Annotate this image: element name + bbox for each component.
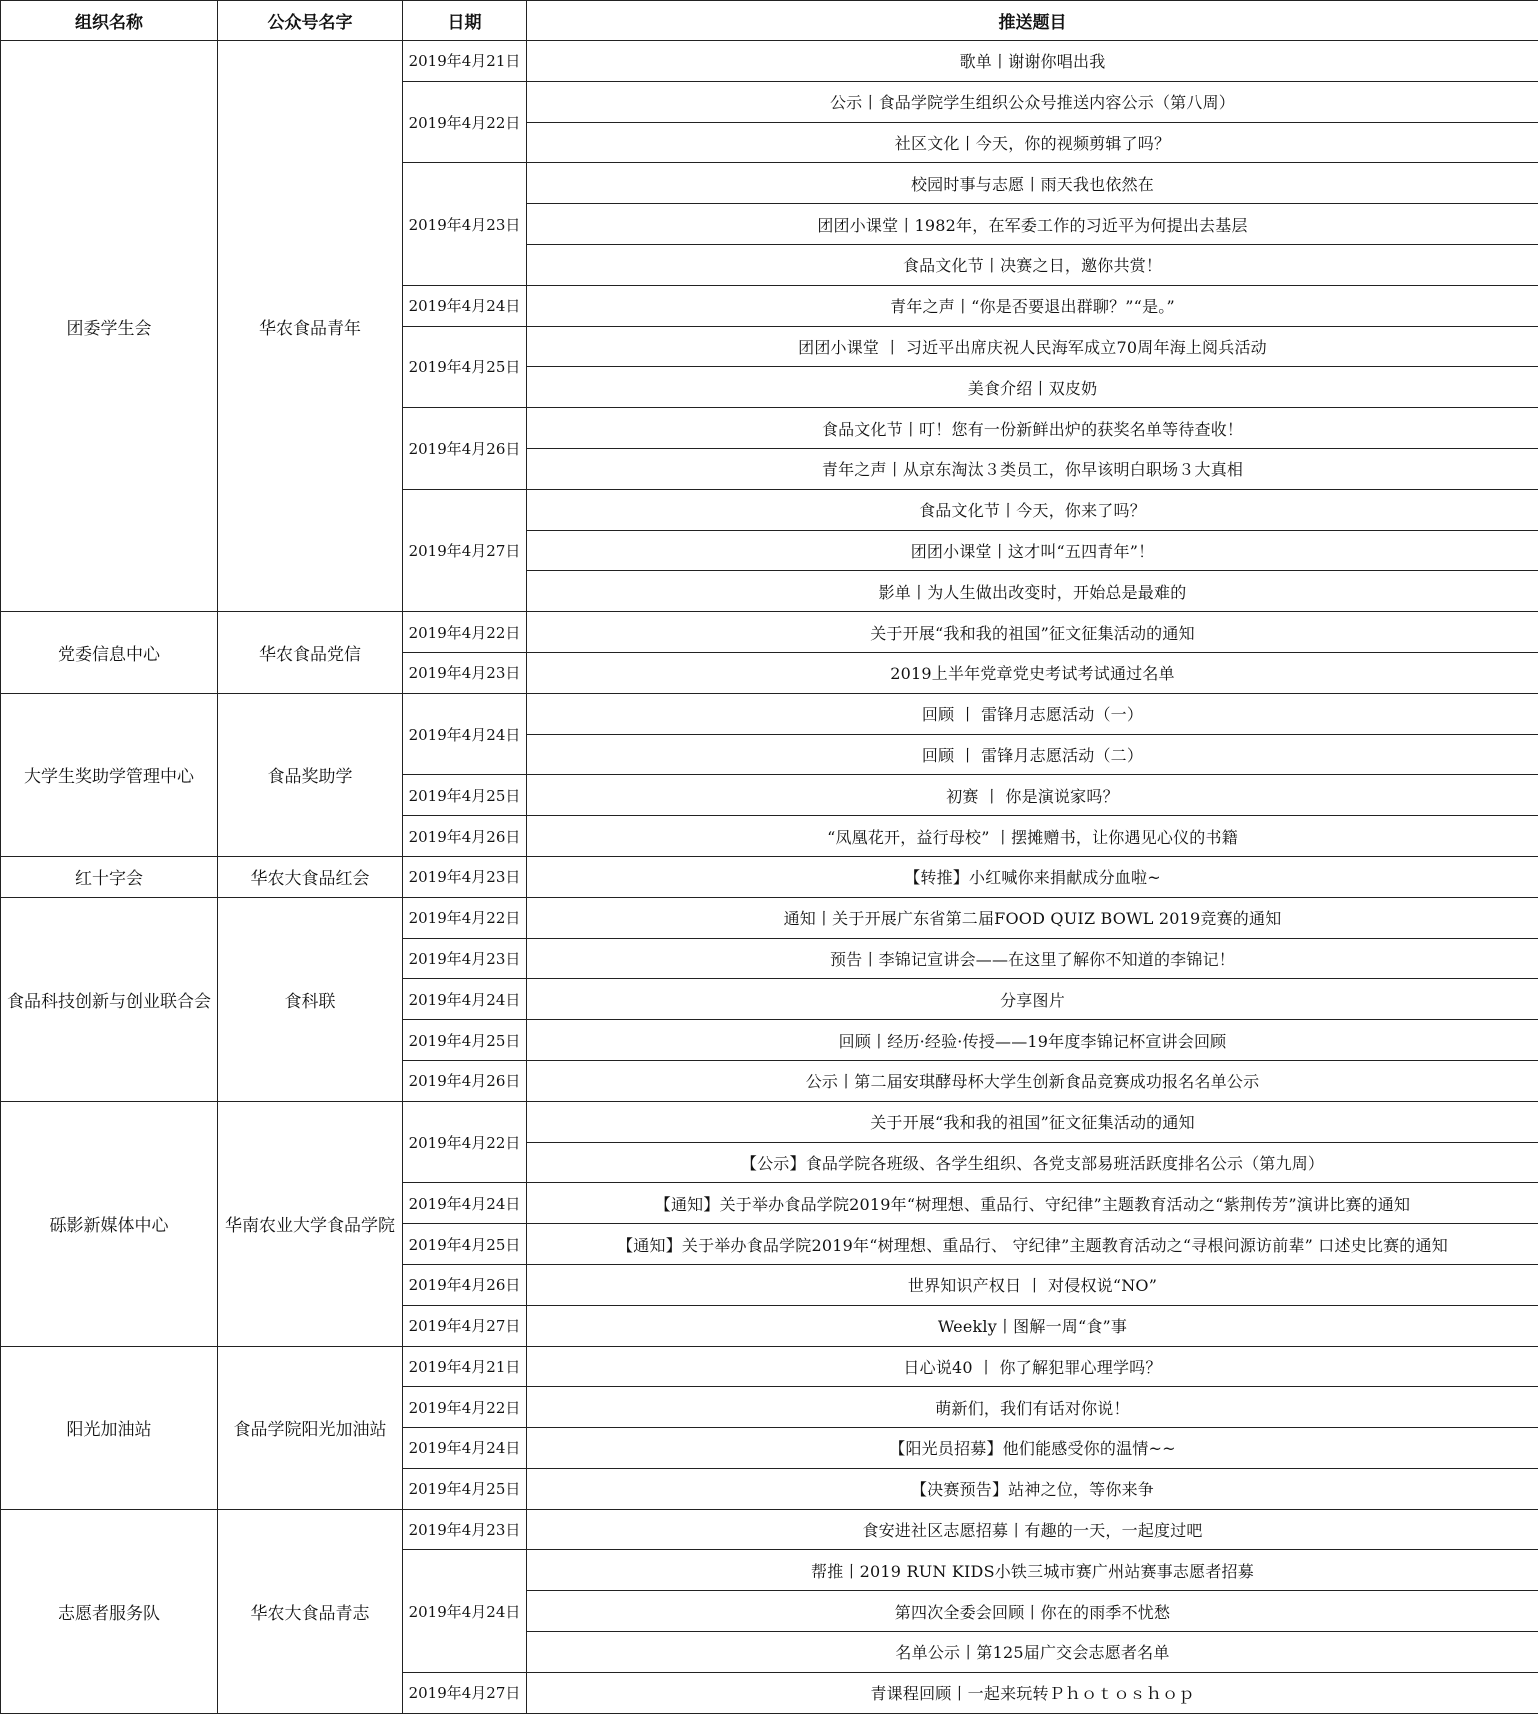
push-title-cell: 2019上半年党章党史考试考试通过名单	[527, 652, 1538, 693]
push-title-cell: 社区文化丨今天，你的视频剪辑了吗？	[527, 122, 1538, 163]
table-row	[1, 1509, 1538, 1550]
org-name-cell: 大学生奖助学管理中心	[1, 693, 218, 856]
date-cell: 2019年4月25日	[403, 326, 527, 408]
date-cell: 2019年4月24日	[403, 1550, 527, 1672]
push-title-cell: 公示丨第二届安琪酵母杯大学生创新食品竞赛成功报名名单公示	[527, 1060, 1538, 1101]
table-row	[1, 612, 1538, 653]
push-title-cell: 食品文化节丨决赛之日，邀你共赏！	[527, 244, 1538, 285]
table-row	[1, 1346, 1538, 1387]
date-cell: 2019年4月22日	[403, 1387, 527, 1428]
account-name-cell: 华南农业大学食品学院	[218, 1101, 403, 1346]
push-title-cell: “凤凰花开，益行母校” 丨摆摊赠书，让你遇见心仪的书籍	[527, 816, 1538, 857]
org-name-cell: 砾影新媒体中心	[1, 1101, 218, 1346]
date-cell: 2019年4月26日	[403, 1060, 527, 1101]
date-cell: 2019年4月23日	[403, 163, 527, 285]
push-title-cell: 【通知】关于举办食品学院2019年“树理想、重品行、 守纪律”主题教育活动之“寻根问源访前辈” 口述史比赛的通知	[527, 1224, 1538, 1265]
table-row	[1, 693, 1538, 734]
push-title-cell: 初赛 丨 你是演说家吗？	[527, 775, 1538, 816]
push-title-cell: 分享图片	[527, 979, 1538, 1020]
push-title-cell: 团团小课堂丨这才叫“五四青年”！	[527, 530, 1538, 571]
account-name-cell: 食品学院阳光加油站	[218, 1346, 403, 1509]
table-row	[1, 41, 1538, 82]
push-title-cell: 影单丨为人生做出改变时，开始总是最难的	[527, 571, 1538, 612]
table-row	[1, 897, 1538, 938]
account-name-cell: 食科联	[218, 897, 403, 1101]
account-name-cell: 食品奖助学	[218, 693, 403, 856]
date-cell: 2019年4月21日	[403, 41, 527, 82]
push-title-cell: 团团小课堂丨1982年，在军委工作的习近平为何提出去基层	[527, 204, 1538, 245]
table-body	[1, 41, 1538, 1714]
date-cell: 2019年4月25日	[403, 775, 527, 816]
push-title-cell: 回顾丨经历·经验·传授——19年度李锦记杯宣讲会回顾	[527, 1020, 1538, 1061]
table-row	[1, 856, 1538, 897]
date-cell: 2019年4月23日	[403, 938, 527, 979]
date-cell: 2019年4月24日	[403, 693, 527, 775]
date-cell: 2019年4月23日	[403, 652, 527, 693]
push-title-cell: 歌单丨谢谢你唱出我	[527, 41, 1538, 82]
account-name-cell: 华农大食品青志	[218, 1509, 403, 1713]
date-cell: 2019年4月24日	[403, 1183, 527, 1224]
push-title-cell: 通知丨关于开展广东省第二届FOOD QUIZ BOWL 2019竞赛的通知	[527, 897, 1538, 938]
date-cell: 2019年4月24日	[403, 285, 527, 326]
push-title-cell: 【公示】食品学院各班级、各学生组织、各党支部易班活跃度排名公示（第九周）	[527, 1142, 1538, 1183]
push-title-cell: 【决赛预告】站神之位，等你来争	[527, 1468, 1538, 1509]
org-name-cell: 团委学生会	[1, 41, 218, 612]
date-cell: 2019年4月23日	[403, 1509, 527, 1550]
date-cell: 2019年4月26日	[403, 816, 527, 857]
header-date: 日期	[403, 1, 527, 41]
date-cell: 2019年4月22日	[403, 897, 527, 938]
push-title-cell: 关于开展“我和我的祖国”征文征集活动的通知	[527, 1101, 1538, 1142]
header-push-title: 推送题目	[527, 1, 1538, 41]
date-cell: 2019年4月24日	[403, 979, 527, 1020]
date-cell: 2019年4月25日	[403, 1468, 527, 1509]
push-title-cell: 公示丨食品学院学生组织公众号推送内容公示（第八周）	[527, 81, 1538, 122]
date-cell: 2019年4月25日	[403, 1224, 527, 1265]
account-name-cell: 华农食品党信	[218, 612, 403, 694]
push-title-cell: 帮推丨2019 RUN KIDS小铁三城市赛广州站赛事志愿者招募	[527, 1550, 1538, 1591]
push-title-cell: 青年之声丨“你是否要退出群聊？”“是。”	[527, 285, 1538, 326]
date-cell: 2019年4月27日	[403, 1305, 527, 1346]
account-name-cell: 华农食品青年	[218, 41, 403, 612]
date-cell: 2019年4月23日	[403, 856, 527, 897]
push-title-cell: 团团小课堂 丨 习近平出席庆祝人民海军成立70周年海上阅兵活动	[527, 326, 1538, 367]
date-cell: 2019年4月27日	[403, 1672, 527, 1713]
push-title-cell: 青年之声丨从京东淘汰３类员工，你早该明白职场３大真相	[527, 448, 1538, 489]
push-title-cell: 日心说40 丨 你了解犯罪心理学吗？	[527, 1346, 1538, 1387]
org-name-cell: 食品科技创新与创业联合会	[1, 897, 218, 1101]
push-title-cell: 青课程回顾丨一起来玩转Ｐｈｏｔｏｓｈｏｐ	[527, 1672, 1538, 1713]
push-title-cell: 回顾 丨 雷锋月志愿活动（一）	[527, 693, 1538, 734]
push-title-cell: 【阳光员招募】他们能感受你的温情~~	[527, 1428, 1538, 1469]
date-cell: 2019年4月25日	[403, 1020, 527, 1061]
date-cell: 2019年4月26日	[403, 1264, 527, 1305]
push-title-cell: 第四次全委会回顾丨你在的雨季不忧愁	[527, 1591, 1538, 1632]
date-cell: 2019年4月22日	[403, 81, 527, 163]
date-cell: 2019年4月21日	[403, 1346, 527, 1387]
push-title-cell: 食安进社区志愿招募丨有趣的一天，一起度过吧	[527, 1509, 1538, 1550]
push-title-cell: 世界知识产权日 丨 对侵权说“NO”	[527, 1264, 1538, 1305]
header-org-name: 组织名称	[1, 1, 218, 41]
org-name-cell: 党委信息中心	[1, 612, 218, 694]
date-cell: 2019年4月22日	[403, 1101, 527, 1183]
account-name-cell: 华农大食品红会	[218, 856, 403, 897]
org-name-cell: 志愿者服务队	[1, 1509, 218, 1713]
push-title-cell: 【通知】关于举办食品学院2019年“树理想、重品行、守纪律”主题教育活动之“紫荆传芳”演讲比赛的通知	[527, 1183, 1538, 1224]
push-title-cell: 关于开展“我和我的祖国”征文征集活动的通知	[527, 612, 1538, 653]
date-cell: 2019年4月26日	[403, 408, 527, 490]
date-cell: 2019年4月27日	[403, 489, 527, 611]
push-title-cell: 预告丨李锦记宣讲会——在这里了解你不知道的李锦记！	[527, 938, 1538, 979]
push-title-cell: 校园时事与志愿丨雨天我也依然在	[527, 163, 1538, 204]
header-account-name: 公众号名字	[218, 1, 403, 41]
header-row	[1, 1, 1538, 41]
push-title-cell: 萌新们，我们有话对你说！	[527, 1387, 1538, 1428]
org-name-cell: 红十字会	[1, 856, 218, 897]
org-name-cell: 阳光加油站	[1, 1346, 218, 1509]
date-cell: 2019年4月24日	[403, 1428, 527, 1469]
push-title-cell: 【转推】小红喊你来捐献成分血啦~	[527, 856, 1538, 897]
push-title-cell: 食品文化节丨叮！您有一份新鲜出炉的获奖名单等待查收！	[527, 408, 1538, 449]
table-row	[1, 1101, 1538, 1142]
push-title-cell: 回顾 丨 雷锋月志愿活动（二）	[527, 734, 1538, 775]
push-title-cell: Weekly丨图解一周“食”事	[527, 1305, 1538, 1346]
push-title-cell: 美食介绍丨双皮奶	[527, 367, 1538, 408]
date-cell: 2019年4月22日	[403, 612, 527, 653]
push-title-cell: 名单公示丨第125届广交会志愿者名单	[527, 1632, 1538, 1673]
push-title-cell: 食品文化节丨今天，你来了吗？	[527, 489, 1538, 530]
